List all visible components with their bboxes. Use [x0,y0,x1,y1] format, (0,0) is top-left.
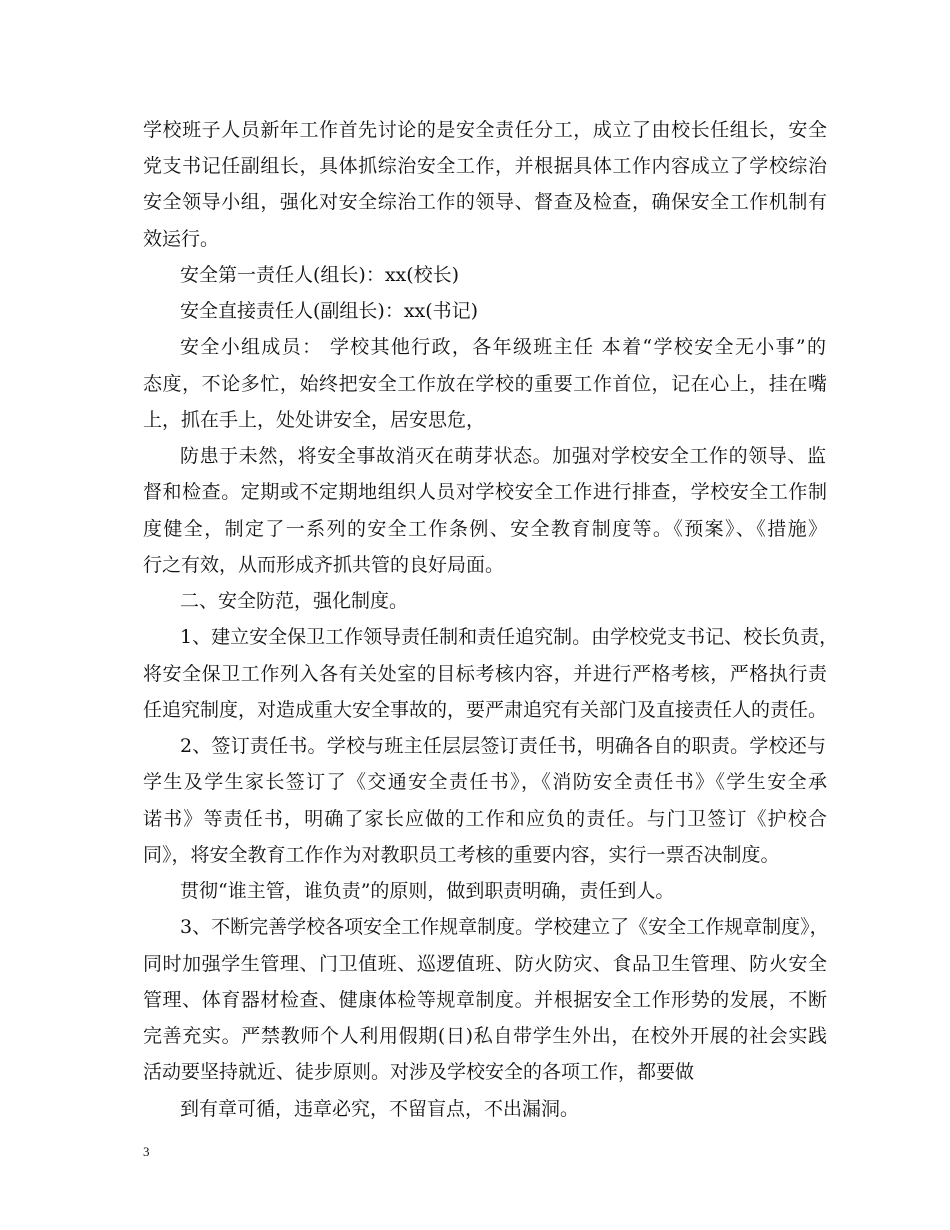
text-line: 到有章可循，违章必究，不留盲点，不出漏洞。 [180,1098,580,1120]
text-line: 学校班子人员新年工作首先讨论的是安全责任分工，成立了由校长任组长，安全 [143,119,827,141]
text-line: 党支书记任副组长，具体抓综治安全工作，并根据具体工作内容成立了学校综治 [143,155,827,177]
text-line: 完善充实。严禁教师个人利用假期(日)私自带学生外出，在校外开展的社会实践 [143,1025,827,1047]
text-line: 防患于未然，将安全事故消灭在萌芽状态。加强对学校安全工作的领导、监 [180,445,826,467]
text-line: 活动要坚持就近、徒步原则。对涉及学校安全的各项工作，都要做 [143,1061,695,1083]
text-line: 诺书》等责任书，明确了家长应做的工作和应负的责任。与门卫签订《护校合 [143,808,827,830]
text-line: 管理、体育器材检查、健康体检等规章制度。并根据安全工作形势的发展，不断 [143,989,827,1011]
page-number: 3 [143,1144,150,1159]
text-line: 督和检查。定期或不定期地组织人员对学校安全工作进行排查，学校安全工作制 [143,481,827,503]
text-line: 上，抓在手上，处处讲安全，居安思危， [143,409,486,431]
text-line: 同时加强学生管理、门卫值班、巡逻值班、防火防灾、食品卫生管理、防火安全 [143,953,827,975]
section-heading: 二、安全防范，强化制度。 [180,590,409,612]
text-line: 安全领导小组，强化对安全综治工作的领导、督查及检查，确保安全工作机制有 [143,191,827,213]
text-line: 效运行。 [143,228,220,250]
text-line: 同》，将安全教育工作作为对教职员工考核的重要内容，实行一票否决制度。 [143,844,780,866]
text-line: 态度，不论多忙，始终把安全工作放在学校的重要工作首位，记在心上，挂在嘴 [143,373,827,395]
text-line: 1、建立安全保卫工作领导责任制和责任追究制。由学校党支书记、校长负责， [180,626,839,648]
text-line: 安全小组成员： 学校其他行政，各年级班主任 本着“学校安全无小事”的 [180,336,826,358]
text-line: 行之有效，从而形成齐抓共管的良好局面。 [143,554,505,576]
text-line: 安全直接责任人(副组长)：xx(书记) [180,300,479,322]
text-line: 学生及学生家长签订了《交通安全责任书》，《消防安全责任书》《学生安全承 [143,771,827,793]
text-line: 安全第一责任人(组长)：xx(校长) [180,264,460,286]
text-line: 将安全保卫工作列入各有关处室的目标考核内容，并进行严格考核，严格执行责 [143,663,827,685]
text-line: 3、不断完善学校各项安全工作规章制度。学校建立了《安全工作规章制度》， [180,916,829,938]
text-line: 贯彻“谁主管，谁负责”的原则，做到职责明确，责任到人。 [180,880,675,902]
text-line: 度健全，制定了一系列的安全工作条例、安全教育制度等。《预案》、《措施》 [143,518,827,540]
text-line: 2、签订责任书。学校与班主任层层签订责任书，明确各自的职责。学校还与 [180,735,826,757]
text-line: 任追究制度，对造成重大安全事故的，要严肃追究有关部门及直接责任人的责任。 [143,699,828,721]
